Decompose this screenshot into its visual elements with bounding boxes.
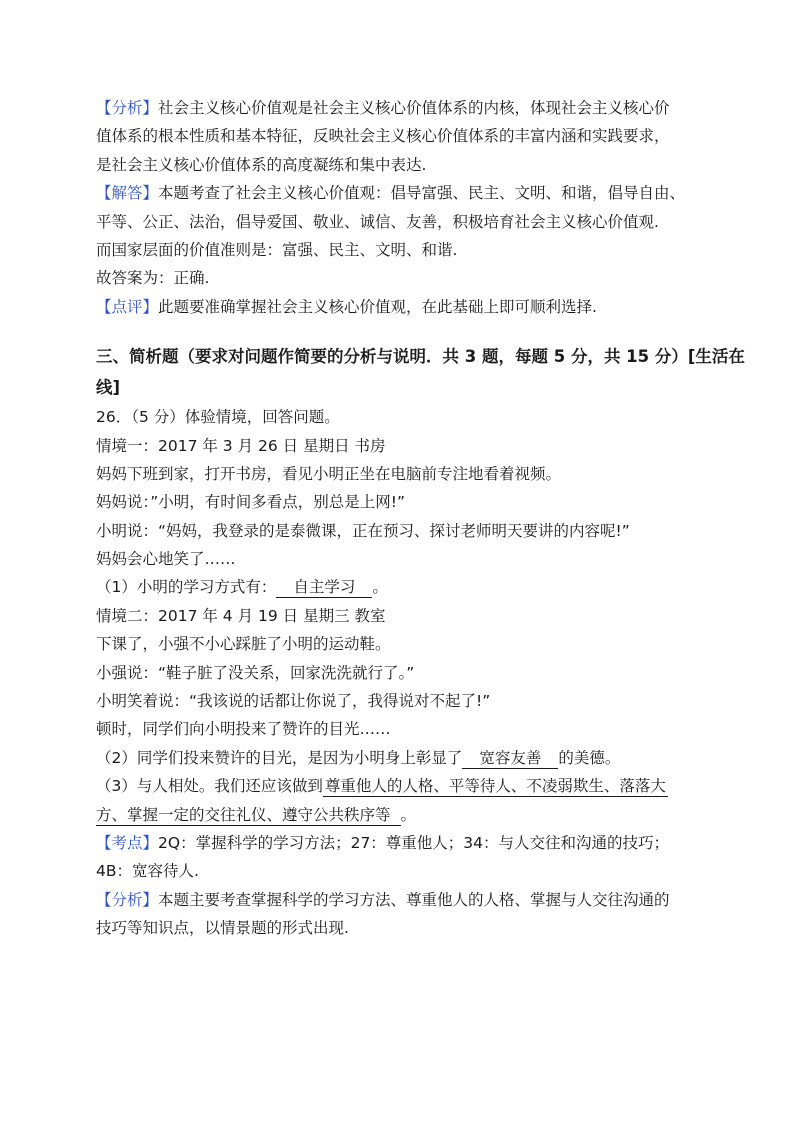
section-heading-line-1: 三、简析题（要求对问题作简要的分析与说明．共 3 题，每题 5 分，共 15 分）[生活在 xyxy=(96,347,745,367)
analysis-line-3: 是社会主义核心价值体系的高度凝练和集中表达. xyxy=(96,155,427,174)
solution-line-3: 而国家层面的价值准则是：富强、民主、文明、和谐. xyxy=(96,240,458,259)
answer-blank-3-part-1: 尊重他人的人格、平等待人、不凌弱欺生、落落大 xyxy=(324,777,666,796)
points-tag: 【考点】 xyxy=(96,833,159,852)
solution-text: 本题考查了社会主义核心价值观：倡导富强、民主、文明、和谐，倡导自由、 xyxy=(158,184,686,203)
analysis-line-2: 值体系的根本性质和基本特征，反映社会主义核心价值体系的丰富内涵和实践要求， xyxy=(96,127,670,146)
sub-question-1-prefix: （1）小明的学习方式有： xyxy=(96,578,277,597)
answer-blank-1: 自主学习 xyxy=(276,577,372,598)
scene1-title: 情境一：2017 年 3 月 26 日 星期日 书房 xyxy=(96,436,386,455)
scene2-line-1: 下课了，小强不小心踩脏了小明的运动鞋。 xyxy=(96,635,391,654)
scene2-line-2: 小强说：“鞋子脏了没关系，回家洗洗就行了。” xyxy=(96,663,415,682)
scene1-line-1: 妈妈下班到家，打开书房，看见小明正坐在电脑前专注地看着视频。 xyxy=(96,464,562,483)
analysis-tag: 【分析】 xyxy=(96,99,159,117)
sub-question-2-suffix: 的美德。 xyxy=(558,748,621,767)
analysis2-line-1 xyxy=(96,886,740,914)
question-title: 26．（5 分）体验情境，回答问题。 xyxy=(96,408,340,427)
scene2-title: 情境二：2017 年 4 月 19 日 星期三 教室 xyxy=(96,606,386,625)
comment-line xyxy=(96,293,740,321)
comment-tag: 【点评】 xyxy=(96,297,159,316)
answer-blank-3-part-2: 方、掌握一定的交往礼仪、遵守公共秩序等 xyxy=(96,805,401,826)
sub-question-3-prefix: （3）与人相处。我们还应该做到 xyxy=(96,777,323,796)
scene2-line-3: 小明笑着说：“我该说的话都让你说了，我得说对不起了!” xyxy=(96,692,491,711)
sub-question-1-suffix: 。 xyxy=(372,578,388,597)
points-line-2: 4B：宽容待人. xyxy=(96,862,199,881)
analysis2-text: 本题主要考查掌握科学的学习方法、尊重他人的人格、掌握与人交往沟通的 xyxy=(158,890,670,909)
sub-question-3-line-2 xyxy=(96,801,740,829)
scene1-line-4: 妈妈会心地笑了…… xyxy=(96,550,236,569)
sub-question-3-line-1 xyxy=(96,772,740,800)
answer-blank-2: 宽容友善 xyxy=(462,748,558,769)
sub-question-2-prefix: （2）同学们投来赞许的目光，是因为小明身上彰显了 xyxy=(96,748,463,767)
sub-question-1 xyxy=(96,573,740,601)
section-heading-line-2: 线] xyxy=(96,378,121,398)
scene1-line-2: 妈妈说：”小明，有时间多看点，别总是上网!” xyxy=(96,493,406,512)
analysis2-line-2: 技巧等知识点，以情景题的形式出现. xyxy=(96,919,349,938)
comment-text: 此题要准确掌握社会主义核心价值观，在此基础上即可顺利选择. xyxy=(158,297,597,316)
solution-tag: 【解答】 xyxy=(96,184,159,203)
scene1-line-3: 小明说：“妈妈，我登录的是泰微课，正在预习、探讨老师明天要讲的内容呢!” xyxy=(96,521,630,540)
scene2-line-4: 顿时，同学们向小明投来了赞许的目光…… xyxy=(96,720,391,739)
points-line-1 xyxy=(96,829,740,857)
analysis2-tag: 【分析】 xyxy=(96,890,159,909)
analysis-text: 社会主义核心价值观是社会主义核心价值体系的内核，体现社会主义核心价 xyxy=(158,99,670,117)
analysis-line-1 xyxy=(96,94,740,122)
sub-question-2 xyxy=(96,744,740,772)
solution-line-2: 平等、公正、法治，倡导爱国、敬业、诚信、友善，积极培育社会主义核心价值观. xyxy=(96,212,659,231)
solution-line-4: 故答案为：正确. xyxy=(96,269,210,288)
points-text: 2Q：掌握科学的学习方法；27：尊重他人；34：与人交往和沟通的技巧； xyxy=(158,833,670,852)
sub-question-3-suffix: 。 xyxy=(400,805,417,824)
solution-line-1 xyxy=(96,179,740,207)
